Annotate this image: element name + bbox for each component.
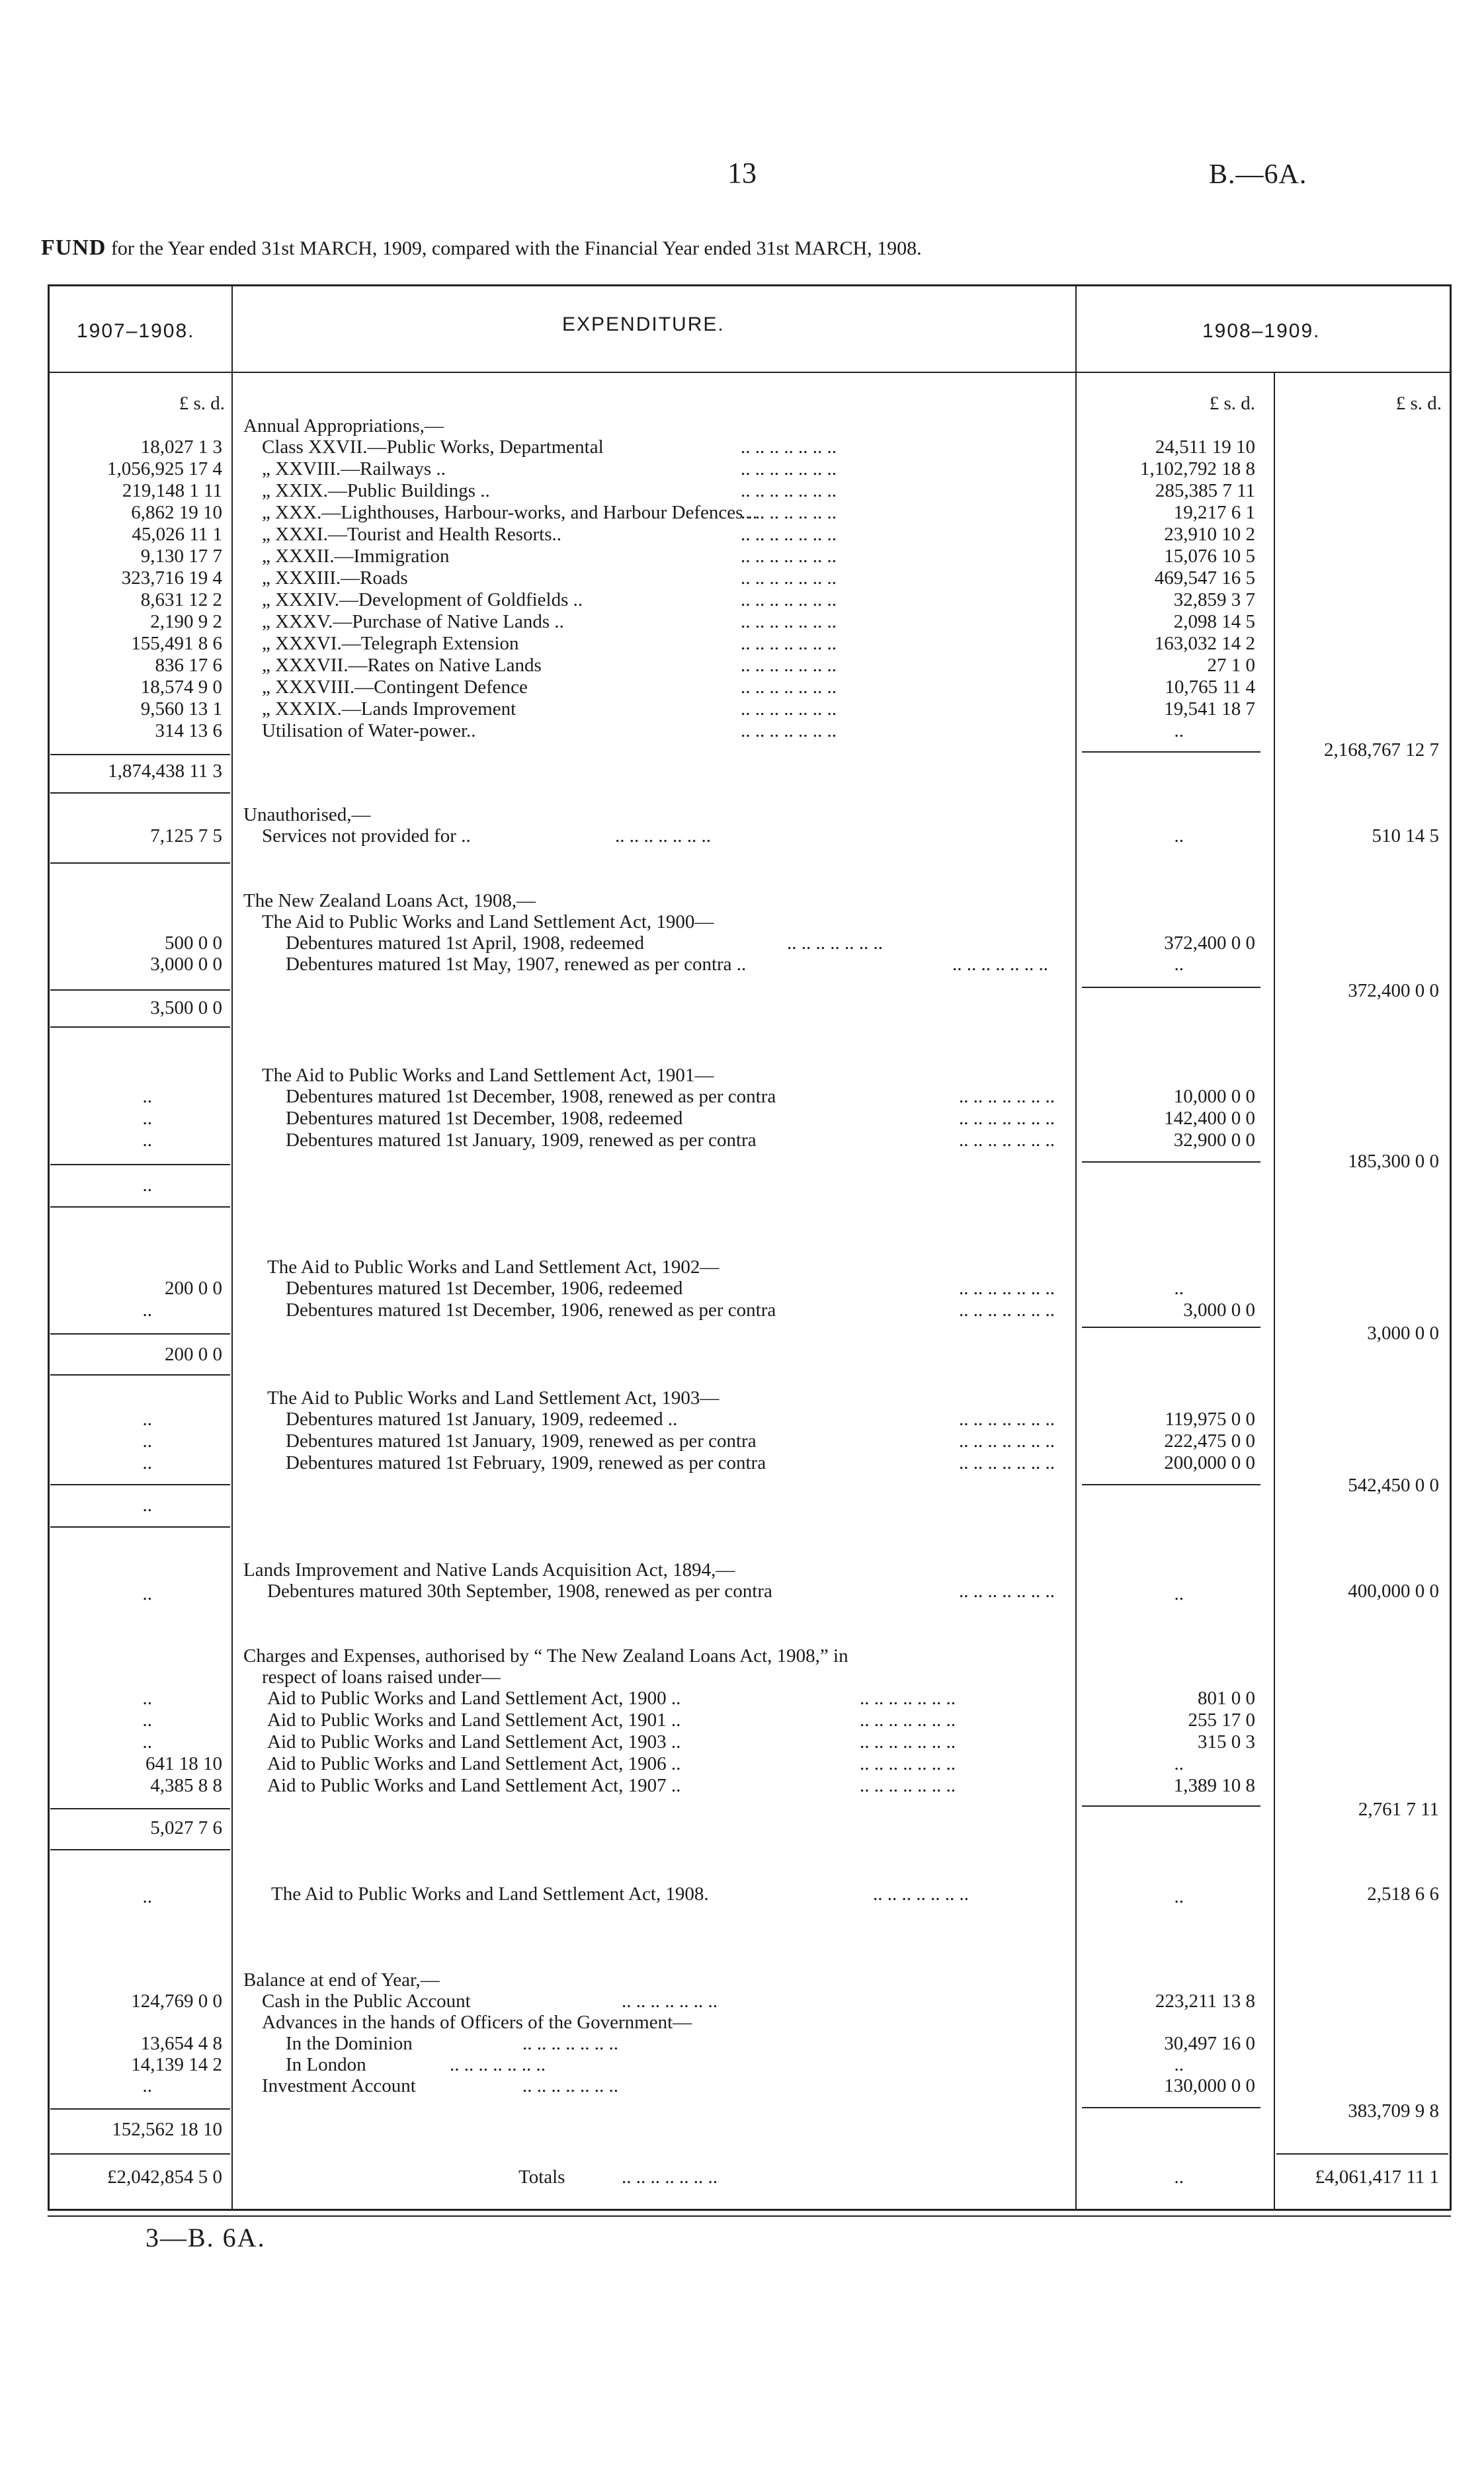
- act1903-rows-dots: .. .. .. .. .. .. ..: [959, 1452, 1055, 1473]
- annual-rows-label: „ XXIX.—Public Buildings ..: [262, 480, 490, 501]
- lands-title: Lands Improvement and Native Lands Acquisition Act, 1894,—: [243, 1559, 735, 1581]
- annual-rows-label: „ XXXIII.—Roads: [262, 567, 408, 589]
- act1901-rows-label: Debentures matured 1st January, 1909, renewed as per contra: [286, 1130, 757, 1151]
- lands-cur: 400,000 0 0: [1348, 1581, 1439, 1602]
- balance-lon-prev: 14,139 14 2: [131, 2054, 222, 2075]
- balance-total-cur: 383,709 9 8: [1348, 2100, 1439, 2122]
- annual-rows-dots: .. .. .. .. .. .. ..: [741, 502, 837, 523]
- act1900-total-prev: 3,500 0 0: [150, 997, 222, 1018]
- act1900-sub-rule: [1082, 987, 1260, 988]
- document-reference: B.—6A.: [1209, 159, 1307, 190]
- act1901-rows-prev: ..: [142, 1108, 152, 1129]
- annual-rows-prev: 836 17 6: [155, 655, 222, 676]
- annual-rows-dots: .. .. .. .. .. .. ..: [741, 611, 837, 632]
- totals-label: Totals: [518, 2166, 565, 2188]
- annual-rows-cur: 285,385 7 11: [1155, 480, 1255, 501]
- charges-rows-prev: ..: [142, 1710, 152, 1731]
- act1902-rows-prev: ..: [142, 1300, 152, 1321]
- act1901-rows-dots: .. .. .. .. .. .. ..: [959, 1086, 1055, 1107]
- act1903-rows-label: Debentures matured 1st January, 1909, redeemed ..: [286, 1409, 678, 1430]
- annual-rows-cur: 1,102,792 18 8: [1140, 458, 1255, 479]
- charges-rows-dots: .. .. .. .. .. .. ..: [860, 1688, 956, 1709]
- act1902-rows-dots: .. .. .. .. .. .. ..: [959, 1278, 1055, 1299]
- act1902-prev-rule-b: [50, 1374, 230, 1376]
- annual-rows-cur: 27 1 0: [1207, 655, 1255, 676]
- act1900-title: The Aid to Public Works and Land Settlement Act, 1900—: [262, 911, 714, 932]
- act1902-rows-label: Debentures matured 1st December, 1906, renewed as per contra: [286, 1300, 776, 1321]
- annual-total-cur: 2,168,767 12 7: [1324, 739, 1439, 761]
- header-bottom-rule: [48, 372, 1451, 373]
- col-header-1907: 1907–1908.: [77, 320, 195, 342]
- annual-rows-cur: 10,765 11 4: [1165, 677, 1255, 698]
- balance-dom: In the Dominion: [286, 2033, 413, 2054]
- balance-cash-dots: .. .. .. .. .. .. ..: [622, 1991, 718, 2012]
- table-top-rule: [48, 284, 1451, 286]
- annual-rows-prev: 323,716 19 4: [121, 567, 222, 589]
- act1900-r1: Debentures matured 1st April, 1908, redeemed: [286, 932, 644, 954]
- act1903-rows-prev: ..: [142, 1430, 152, 1452]
- act1901-prev-rule: [50, 1164, 230, 1165]
- act1903-rows-label: Debentures matured 1st February, 1909, renewed as per contra: [286, 1452, 766, 1473]
- act1903-prev-rule: [50, 1484, 230, 1485]
- annual-rows-prev: 314 13 6: [155, 720, 222, 741]
- act1900-r1-cur: 372,400 0 0: [1164, 932, 1255, 954]
- charges-rows-dots: .. .. .. .. .. .. ..: [860, 1775, 956, 1796]
- balance-lon-dots: .. .. .. .. .. .. ..: [450, 2054, 546, 2075]
- money-header-cur: £ s. d.: [1209, 393, 1255, 414]
- act1903-total-cur: 542,450 0 0: [1348, 1475, 1439, 1496]
- annual-rows-prev: 18,574 9 0: [140, 677, 222, 698]
- annual-rows-dots: .. .. .. .. .. .. ..: [741, 720, 837, 741]
- annual-rows-prev: 219,148 1 11: [122, 480, 222, 501]
- balance-sub-rule: [1082, 2107, 1260, 2108]
- annual-rows-cur: 19,541 18 7: [1164, 698, 1255, 720]
- act1901-rows-label: Debentures matured 1st December, 1908, renewed as per contra: [286, 1086, 776, 1107]
- annual-rows-dots: .. .. .. .. .. .. ..: [741, 655, 837, 676]
- charges-rows-label: Aid to Public Works and Land Settlement Act, 1906 ..: [267, 1753, 681, 1774]
- act1900-r2: Debentures matured 1st May, 1907, renewed as per contra ..: [286, 954, 747, 975]
- act1903-rows-dots: .. .. .. .. .. .. ..: [959, 1409, 1055, 1430]
- annual-rows-dots: .. .. .. .. .. .. ..: [741, 480, 837, 501]
- charges-rows-prev: 4,385 8 8: [150, 1775, 222, 1796]
- balance-cash-prev: 124,769 0 0: [131, 1991, 222, 2012]
- act1900-r1-dots: .. .. .. .. .. .. ..: [787, 932, 883, 954]
- act1901-title: The Aid to Public Works and Land Settlement Act, 1901—: [262, 1065, 714, 1086]
- money-header-prev: £ s. d.: [179, 393, 225, 414]
- unauth-dots: .. .. .. .. .. .. ..: [615, 825, 711, 846]
- act1902-rows-dots: .. .. .. .. .. .. ..: [959, 1300, 1055, 1321]
- annual-rows-label: Utilisation of Water-power..: [262, 720, 476, 741]
- balance-dom-dots: .. .. .. .. .. .. ..: [522, 2033, 618, 2054]
- totals-mid: ..: [1174, 2166, 1184, 2188]
- annual-rows-label: „ XXXVII.—Rates on Native Lands: [262, 655, 542, 676]
- annual-rows-label: „ XXX.—Lighthouses, Harbour-works, and Harbour Defences ..: [262, 502, 758, 523]
- divider-cur: [1075, 284, 1077, 2210]
- balance-total-prev: 152,562 18 10: [112, 2119, 222, 2140]
- annual-rows-prev: 1,056,925 17 4: [107, 458, 222, 479]
- charges-rows-dots: .. .. .. .. .. .. ..: [860, 1710, 956, 1731]
- totals-dots: .. .. .. .. .. .. ..: [622, 2166, 718, 2188]
- balance-lon: In London: [286, 2054, 366, 2075]
- charges-rows-dots: .. .. .. .. .. .. ..: [860, 1731, 956, 1753]
- unauth-prev: 7,125 7 5: [150, 825, 222, 846]
- col-header-1908: 1908–1909.: [1202, 320, 1321, 342]
- balance-cash: Cash in the Public Account: [262, 1991, 471, 2012]
- act1908-prev: ..: [142, 1886, 152, 1907]
- charges-rows-cur: 1,389 10 8: [1173, 1775, 1255, 1796]
- charges-rows-cur: 801 0 0: [1198, 1688, 1255, 1709]
- annual-title: Annual Appropriations,—: [243, 415, 444, 436]
- page-number: 13: [727, 157, 757, 189]
- annual-rows-cur: ..: [1174, 720, 1184, 741]
- lands-label: Debentures matured 30th September, 1908, renewed as per contra: [267, 1581, 772, 1602]
- charges-prev-rule: [50, 1808, 230, 1809]
- charges-rows-cur: 315 0 3: [1198, 1731, 1255, 1753]
- annual-rows-label: „ XXXI.—Tourist and Health Resorts..: [262, 524, 562, 545]
- balance-cash-cur: 223,211 13 8: [1155, 1991, 1255, 2012]
- annual-rows-prev: 9,130 17 7: [140, 546, 222, 567]
- lands-prev: ..: [142, 1583, 152, 1604]
- annual-rows-dots: .. .. .. .. .. .. ..: [741, 546, 837, 567]
- annual-rows-cur: 2,098 14 5: [1173, 611, 1255, 632]
- balance-title: Balance at end of Year,—: [243, 1969, 440, 1991]
- act1902-title: The Aid to Public Works and Land Settlement Act, 1902—: [267, 1257, 720, 1278]
- col-header-expenditure: EXPENDITURE.: [562, 313, 725, 335]
- balance-dom-cur: 30,497 16 0: [1164, 2033, 1255, 2054]
- annual-rows-label: „ XXXVIII.—Contingent Defence: [262, 677, 528, 698]
- act1902-rows-cur: 3,000 0 0: [1183, 1300, 1255, 1321]
- act1900-r2-prev: 3,000 0 0: [150, 954, 222, 975]
- charges-rows-cur: 255 17 0: [1188, 1710, 1255, 1731]
- charges-rows-label: Aid to Public Works and Land Settlement Act, 1900 ..: [267, 1688, 681, 1709]
- balance-inv-cur: 130,000 0 0: [1164, 2075, 1255, 2096]
- divider-prev: [231, 284, 233, 2210]
- annual-rows-cur: 469,547 16 5: [1154, 567, 1255, 589]
- annual-rows-dots: .. .. .. .. .. .. ..: [741, 458, 837, 479]
- act1903-rows-cur: 222,475 0 0: [1164, 1430, 1255, 1452]
- act1900-prev-rule-b: [50, 1026, 230, 1028]
- act1903-rows-prev: ..: [142, 1452, 152, 1473]
- act1903-sub-rule: [1082, 1484, 1260, 1485]
- unauth-prev-rule: [50, 862, 230, 864]
- balance-inv-prev: ..: [142, 2075, 152, 2096]
- act1903-rows-prev: ..: [142, 1409, 152, 1430]
- charges-sub-rule: [1082, 1805, 1260, 1807]
- table-bottom-rule-2: [48, 2215, 1451, 2217]
- totals-cur-rule: [1276, 2153, 1448, 2155]
- charges-total-cur: 2,761 7 11: [1358, 1799, 1439, 1820]
- annual-rows-prev: 45,026 11 1: [132, 524, 222, 545]
- balance-inv: Investment Account: [262, 2075, 416, 2096]
- act1908-cur: 2,518 6 6: [1367, 1883, 1439, 1905]
- annual-rows-cur: 32,859 3 7: [1173, 589, 1255, 610]
- act1908-mid: ..: [1174, 1886, 1184, 1907]
- annual-rows-label: „ XXXVI.—Telegraph Extension: [262, 633, 519, 654]
- lands-mid: ..: [1174, 1583, 1184, 1604]
- annual-rows-cur: 163,032 14 2: [1154, 633, 1255, 654]
- divider-total: [1274, 372, 1275, 2210]
- annual-rows-prev: 9,560 13 1: [140, 698, 222, 720]
- annual-rows-prev: 155,491 8 6: [131, 633, 222, 654]
- act1902-total-cur: 3,000 0 0: [1367, 1323, 1439, 1344]
- act1901-total-prev: ..: [142, 1175, 152, 1196]
- act1900-total-cur: 372,400 0 0: [1348, 980, 1439, 1001]
- annual-rows-dots: .. .. .. .. .. .. ..: [741, 524, 837, 545]
- annual-prev-rule: [50, 754, 230, 755]
- annual-subtotal-rule: [1082, 751, 1260, 753]
- unauth-cur: 510 14 5: [1372, 825, 1439, 846]
- act1902-total-prev: 200 0 0: [165, 1344, 222, 1365]
- act1901-rows-prev: ..: [142, 1130, 152, 1151]
- act1908-label: The Aid to Public Works and Land Settlement Act, 1908.: [271, 1883, 709, 1905]
- act1902-rows-prev: 200 0 0: [165, 1278, 222, 1299]
- charges-rows-dots: .. .. .. .. .. .. ..: [860, 1753, 956, 1774]
- table-bottom-rule: [48, 2209, 1451, 2211]
- act1901-rows-dots: .. .. .. .. .. .. ..: [959, 1130, 1055, 1151]
- act1903-rows-cur: 200,000 0 0: [1164, 1452, 1255, 1473]
- annual-rows-cur: 24,511 19 10: [1155, 436, 1255, 458]
- balance-adv: Advances in the hands of Officers of the Government—: [262, 2012, 692, 2033]
- charges-rows-label: Aid to Public Works and Land Settlement Act, 1901 ..: [267, 1710, 681, 1731]
- totals-prev: £2,042,854 5 0: [107, 2166, 222, 2188]
- annual-rows-cur: 23,910 10 2: [1164, 524, 1255, 545]
- annual-rows-dots: .. .. .. .. .. .. ..: [741, 436, 837, 458]
- annual-rows-prev: 6,862 19 10: [131, 502, 222, 523]
- annual-rows-prev: 2,190 9 2: [150, 611, 222, 632]
- heading-text: for the Year ended 31st MARCH, 1909, compared with the Financial Year ended 31st MARCH, 1908.: [110, 237, 922, 259]
- annual-rows-cur: 15,076 10 5: [1164, 546, 1255, 567]
- act1901-total-cur: 185,300 0 0: [1348, 1151, 1439, 1172]
- annual-rows-dots: .. .. .. .. .. .. ..: [741, 677, 837, 698]
- act1901-prev-rule-b: [50, 1206, 230, 1208]
- act1900-r2-dots: .. .. .. .. .. .. ..: [952, 954, 1048, 975]
- charges-prev-rule-b: [50, 1849, 230, 1850]
- balance-prev-rule-b: [50, 2153, 230, 2155]
- act1900-prev-rule: [50, 989, 230, 991]
- annual-rows-prev: 8,631 12 2: [140, 589, 222, 610]
- left-border: [48, 284, 50, 2210]
- act1901-sub-rule: [1082, 1161, 1260, 1163]
- act1900-r2-cur: ..: [1174, 954, 1184, 975]
- act1901-rows-label: Debentures matured 1st December, 1908, redeemed: [286, 1108, 683, 1129]
- charges-rows-prev: ..: [142, 1731, 152, 1753]
- balance-inv-dots: .. .. .. .. .. .. ..: [522, 2075, 618, 2096]
- unauth-mid: ..: [1174, 825, 1184, 846]
- act1901-rows-dots: .. .. .. .. .. .. ..: [959, 1108, 1055, 1129]
- act1903-rows-dots: .. .. .. .. .. .. ..: [959, 1430, 1055, 1452]
- table-heading: [41, 235, 922, 261]
- act1901-rows-cur: 32,900 0 0: [1173, 1130, 1255, 1151]
- act1908-dots: .. .. .. .. .. .. ..: [873, 1883, 969, 1905]
- nz-loans-title: The New Zealand Loans Act, 1908,—: [243, 890, 536, 911]
- charges-total-prev: 5,027 7 6: [150, 1817, 222, 1838]
- act1901-rows-prev: ..: [142, 1086, 152, 1107]
- annual-rows-label: „ XXVIII.—Railways ..: [262, 458, 446, 479]
- charges-title-2: respect of loans raised under—: [262, 1667, 501, 1688]
- balance-lon-cur: ..: [1174, 2054, 1184, 2075]
- page-footer: 3—B. 6A.: [145, 2223, 266, 2252]
- right-border: [1450, 284, 1452, 2210]
- act1901-rows-cur: 142,400 0 0: [1164, 1108, 1255, 1129]
- balance-dom-prev: 13,654 4 8: [140, 2033, 222, 2054]
- annual-rows-label: „ XXXV.—Purchase of Native Lands ..: [262, 611, 564, 632]
- annual-rows-prev: 18,027 1 3: [140, 436, 222, 458]
- annual-rows-label: Class XXVII.—Public Works, Departmental: [262, 436, 604, 458]
- annual-rows-dots: .. .. .. .. .. .. ..: [741, 589, 837, 610]
- lands-dots: .. .. .. .. .. .. ..: [959, 1581, 1055, 1602]
- annual-rows-dots: .. .. .. .. .. .. ..: [741, 698, 837, 720]
- act1902-prev-rule: [50, 1333, 230, 1335]
- act1901-rows-cur: 10,000 0 0: [1173, 1086, 1255, 1107]
- act1902-sub-rule: [1082, 1327, 1260, 1328]
- charges-rows-cur: ..: [1174, 1753, 1184, 1774]
- annual-rows-label: „ XXXIV.—Development of Goldfields ..: [262, 589, 583, 610]
- charges-rows-prev: 641 18 10: [145, 1753, 222, 1774]
- totals-cur: £4,061,417 11 1: [1315, 2166, 1439, 2188]
- charges-rows-label: Aid to Public Works and Land Settlement Act, 1907 ..: [267, 1775, 681, 1796]
- balance-prev-rule: [50, 2108, 230, 2110]
- unauth-label: Services not provided for ..: [262, 825, 471, 846]
- annual-rows-dots: .. .. .. .. .. .. ..: [741, 633, 837, 654]
- act1903-prev-rule-b: [50, 1526, 230, 1528]
- act1902-rows-cur: ..: [1174, 1278, 1184, 1299]
- act1903-title: The Aid to Public Works and Land Settlement Act, 1903—: [267, 1387, 720, 1409]
- heading-fund: FUND: [41, 235, 106, 260]
- act1902-rows-label: Debentures matured 1st December, 1906, redeemed: [286, 1278, 683, 1299]
- annual-rows-dots: .. .. .. .. .. .. ..: [741, 567, 837, 589]
- act1900-r1-prev: 500 0 0: [165, 932, 222, 954]
- act1903-rows-label: Debentures matured 1st January, 1909, renewed as per contra: [286, 1430, 757, 1452]
- annual-total-prev: 1,874,438 11 3: [108, 761, 222, 782]
- charges-title: Charges and Expenses, authorised by “ The New Zealand Loans Act, 1908,” in: [243, 1645, 848, 1667]
- annual-rows-label: „ XXXIX.—Lands Improvement: [262, 698, 516, 720]
- charges-rows-label: Aid to Public Works and Land Settlement Act, 1903 ..: [267, 1731, 681, 1753]
- annual-prev-rule-b: [50, 792, 230, 794]
- money-header-total: £ s. d.: [1395, 393, 1442, 414]
- annual-rows-cur: 19,217 6 1: [1173, 502, 1255, 523]
- act1903-rows-cur: 119,975 0 0: [1165, 1409, 1255, 1430]
- charges-rows-prev: ..: [142, 1688, 152, 1709]
- annual-rows-label: „ XXXII.—Immigration: [262, 546, 450, 567]
- act1903-total-prev: ..: [142, 1495, 152, 1516]
- unauth-title: Unauthorised,—: [243, 804, 371, 825]
